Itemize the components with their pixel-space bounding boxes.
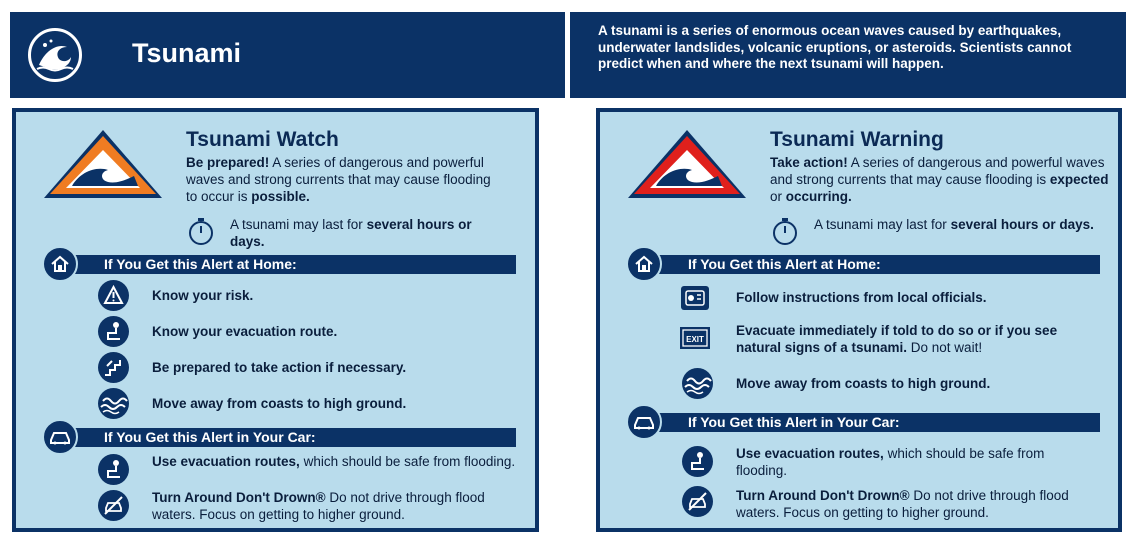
stopwatch-icon	[186, 216, 216, 246]
warning-home-item: Evacuate immediately if told to do so or if you see natural signs of a tsunami. Do not wait!	[736, 323, 1058, 355]
warning-home-item: Follow instructions from local officials.	[736, 290, 987, 305]
warning-description: Take action! A series of dangerous and powerful waves and strong currents that may cause flooding is expected or occurring.	[770, 155, 1109, 204]
no-driving-icon	[682, 486, 713, 517]
watch-panel	[12, 108, 539, 532]
evacuation-route-icon	[98, 316, 129, 347]
page-title: Tsunami	[132, 38, 242, 68]
tsunami-wave-icon	[28, 28, 82, 82]
warning-triangle-icon	[624, 126, 750, 202]
watch-home-header: If You Get this Alert at Home:	[46, 255, 516, 274]
radio-icon	[678, 283, 712, 313]
evacuation-route-icon	[98, 454, 129, 485]
watch-duration: A tsunami may last for several hours or days.	[230, 217, 472, 249]
title-banner	[10, 12, 565, 98]
watch-car-header: If You Get this Alert in Your Car:	[46, 428, 516, 447]
warning-home-item: Move away from coasts to high ground.	[736, 376, 991, 391]
stopwatch-icon	[770, 216, 800, 246]
exit-sign-label: EXIT	[686, 335, 704, 344]
warning-panel	[596, 108, 1122, 532]
watch-title: Tsunami Watch	[186, 128, 339, 151]
warning-icon	[98, 280, 129, 311]
watch-home-item: Know your risk.	[152, 288, 254, 303]
watch-car-item: Turn Around Don't Drown® Do not drive through flood waters. Focus on getting to higher ground.	[152, 490, 485, 522]
intro-text: A tsunami is a series of enormous ocean waves caused by earthquakes, underwater landslides, volcanic eruptions, or asteroids. Scientists cannot predict when and where the next tsunami will happen.	[598, 23, 1072, 71]
warning-car-item: Use evacuation routes, which should be safe from flooding.	[736, 446, 1045, 478]
house-icon	[626, 246, 662, 282]
watch-home-item: Know your evacuation route.	[152, 324, 338, 339]
warning-duration: A tsunami may last for several hours or days.	[814, 217, 1094, 232]
evacuation-route-icon	[682, 446, 713, 477]
warning-title: Tsunami Warning	[770, 128, 944, 151]
watch-home-item: Be prepared to take action if necessary.	[152, 360, 407, 375]
house-icon	[42, 246, 78, 282]
warning-home-header: If You Get this Alert at Home:	[630, 255, 1100, 274]
watch-home-item: Move away from coasts to high ground.	[152, 396, 407, 411]
watch-triangle-icon	[40, 126, 166, 202]
intro-banner	[570, 12, 1126, 98]
warning-car-item: Turn Around Don't Drown® Do not drive through flood waters. Focus on getting to higher ground.	[736, 488, 1069, 520]
warning-car-header: If You Get this Alert in Your Car:	[630, 413, 1100, 432]
watch-description: Be prepared! A series of dangerous and powerful waves and strong currents that may cause flooding to occur is possible.	[186, 155, 491, 204]
watch-car-item: Use evacuation routes, which should be safe from flooding.	[152, 454, 516, 469]
waves-icon	[682, 368, 713, 399]
no-driving-icon	[98, 490, 129, 521]
stairs-icon	[98, 352, 129, 383]
car-icon	[42, 419, 78, 455]
car-icon	[626, 404, 662, 440]
waves-icon	[98, 388, 129, 419]
exit-sign-icon	[678, 323, 712, 353]
